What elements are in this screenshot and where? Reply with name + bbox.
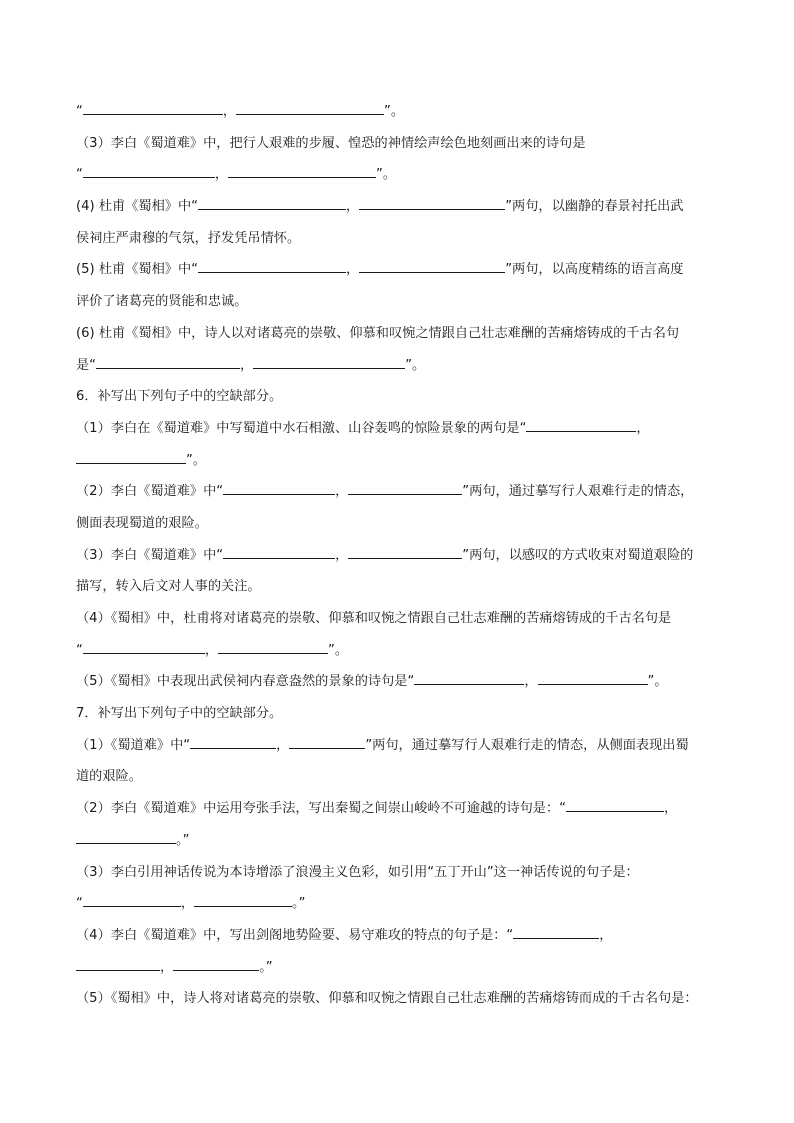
answer-blank[interactable]: [218, 640, 328, 654]
text-line: [76, 952, 726, 984]
answer-blank[interactable]: [228, 164, 376, 178]
answer-blank[interactable]: [566, 798, 664, 812]
line-text: 。”: [176, 832, 190, 848]
line-text: ，: [524, 674, 538, 690]
line-text: 侧面表现蜀道的艰险。: [76, 515, 208, 531]
text-line: [76, 508, 726, 540]
line-text: （4）李白《蜀道难》中，写出剑阁地势险要、易守难攻的特点的句子是：“: [76, 927, 514, 943]
line-text: ，: [214, 167, 229, 183]
line-text: 评价了诸葛亮的贤能和忠诚。: [76, 294, 248, 310]
line-text: ”。: [186, 452, 207, 468]
line-text: ，: [222, 104, 237, 119]
text-line: [76, 983, 726, 1015]
line-text: ，: [663, 801, 678, 817]
line-text: ”。: [647, 674, 668, 690]
answer-blank[interactable]: [348, 545, 462, 559]
line-text: ”两句，通过摹写行人艰难行走的情态，: [462, 484, 694, 500]
line-text: （1）李白在《蜀道难》中写蜀道中水石相激、山谷轰鸣的惊险景象的两句是“: [76, 420, 527, 436]
line-text: ”。: [384, 104, 405, 119]
text-line: [76, 128, 726, 160]
line-text: ”两句，以幽静的春景衬托出武: [505, 199, 684, 215]
text-line: [76, 476, 726, 508]
line-text: ”两句，通过摹写行人艰难行走的情态，从侧面表现出蜀: [365, 737, 689, 753]
text-line: [76, 159, 726, 191]
text-line: [76, 888, 726, 920]
line-text: ”。: [405, 357, 426, 373]
line-text: 。”: [259, 959, 273, 975]
text-line: [76, 635, 726, 667]
answer-blank[interactable]: [223, 481, 335, 495]
line-text: “: [76, 104, 83, 119]
line-text: 侯祠庄严肃穆的气氛，抒发凭吊情怀。: [76, 230, 301, 246]
line-text: （2）李白《蜀道难》中“: [76, 484, 224, 500]
line-text: “: [76, 896, 83, 912]
answer-blank[interactable]: [414, 671, 524, 685]
line-text: 道的艰险。: [76, 769, 142, 785]
line-text: ，: [335, 484, 349, 500]
line-text: ，: [160, 959, 174, 975]
answer-blank[interactable]: [526, 418, 636, 432]
answer-blank[interactable]: [513, 925, 599, 939]
text-line: [76, 254, 726, 286]
line-text: ，: [240, 357, 254, 373]
answer-blank[interactable]: [198, 259, 346, 273]
text-line: [76, 920, 726, 952]
answer-blank[interactable]: [83, 164, 215, 178]
answer-blank[interactable]: [83, 101, 223, 115]
line-text: （1）《蜀道难》中“: [76, 737, 191, 753]
text-line: [76, 730, 726, 762]
line-text: ”。: [376, 167, 397, 183]
answer-blank[interactable]: [76, 830, 176, 844]
answer-blank[interactable]: [538, 671, 648, 685]
answer-blank[interactable]: [96, 355, 240, 369]
text-line: [76, 191, 726, 223]
document-body: [76, 96, 726, 1015]
line-text: （3）李白引用神话传说为本诗增添了浪漫主义色彩，如引用“五丁开山”这一神话传说的句子是：: [76, 864, 639, 880]
line-text: ，: [335, 547, 349, 563]
line-text: ，: [180, 896, 195, 912]
text-line: [76, 286, 726, 318]
line-text: ，: [636, 420, 650, 436]
line-text: 。”: [292, 896, 306, 912]
line-text: (5) 杜甫《蜀相》中“: [76, 262, 199, 278]
line-text: 7．补写出下列句子中的空缺部分。: [76, 706, 283, 722]
text-line: [76, 413, 726, 445]
line-text: ，: [599, 927, 613, 943]
text-line: [76, 223, 726, 255]
line-text: 描写，转入后文对人事的关注。: [76, 579, 261, 595]
answer-blank[interactable]: [190, 735, 276, 749]
text-line: [76, 825, 726, 857]
line-text: ，: [276, 737, 290, 753]
line-text: “: [76, 642, 83, 658]
answer-blank[interactable]: [359, 196, 505, 210]
answer-blank[interactable]: [236, 101, 384, 115]
answer-blank[interactable]: [76, 957, 160, 971]
text-line: [76, 318, 726, 350]
line-text: （4）《蜀相》中，杜甫将对诸葛亮的崇敬、仰慕和叹惋之情跟自己壮志难酬的苦痛熔铸成的千古名句是: [76, 611, 672, 626]
text-line: [76, 761, 726, 793]
answer-blank[interactable]: [83, 893, 181, 907]
line-text: (4) 杜甫《蜀相》中“: [76, 199, 199, 215]
line-text: （5）《蜀相》中表现出武侯祠内春意盎然的景象的诗句是“: [76, 674, 415, 690]
line-text: ”两句，以感叹的方式收束对蜀道艰险的: [462, 547, 694, 563]
answer-blank[interactable]: [198, 196, 346, 210]
line-text: 6．补写出下列句子中的空缺部分。: [76, 389, 283, 405]
text-line: [76, 381, 726, 413]
text-line: [76, 857, 726, 889]
text-line: [76, 571, 726, 603]
line-text: 是“: [76, 357, 97, 373]
line-text: (6) 杜甫《蜀相》中，诗人以对诸葛亮的崇敬、仰慕和叹惋之情跟自己壮志难酬的苦痛熔铸成的千古名句: [76, 325, 680, 341]
line-text: “: [76, 167, 83, 183]
text-line: [76, 698, 726, 730]
text-line: [76, 445, 726, 477]
line-text: ，: [346, 199, 360, 215]
line-text: （2）李白《蜀道难》中运用夸张手法，写出秦蜀之间崇山峻岭不可逾越的诗句是：“: [76, 801, 566, 817]
answer-blank[interactable]: [253, 355, 405, 369]
line-text: ”。: [328, 642, 349, 658]
text-line: [76, 350, 726, 382]
answer-blank[interactable]: [223, 545, 335, 559]
text-line: [76, 96, 726, 128]
text-line: [76, 603, 726, 635]
answer-blank[interactable]: [194, 893, 292, 907]
text-line: [76, 540, 726, 572]
line-text: （3）李白《蜀道难》中，把行人艰难的步履、惶恐的神情绘声绘色地刻画出来的诗句是: [76, 135, 586, 151]
answer-blank[interactable]: [289, 735, 365, 749]
answer-blank[interactable]: [359, 259, 505, 273]
line-text: ，: [346, 262, 360, 278]
line-text: （5）《蜀相》中，诗人将对诸葛亮的崇敬、仰慕和叹惋之情跟自己壮志难酬的苦痛熔铸而成的千古名句是：: [76, 991, 698, 1007]
text-line: [76, 793, 726, 825]
answer-blank[interactable]: [76, 450, 186, 464]
line-text: （3）李白《蜀道难》中“: [76, 547, 224, 563]
line-text: ，: [204, 642, 219, 658]
text-line: [76, 666, 726, 698]
answer-blank[interactable]: [173, 957, 259, 971]
line-text: ”两句，以高度精练的语言高度: [505, 262, 684, 278]
answer-blank[interactable]: [83, 640, 205, 654]
answer-blank[interactable]: [348, 481, 462, 495]
